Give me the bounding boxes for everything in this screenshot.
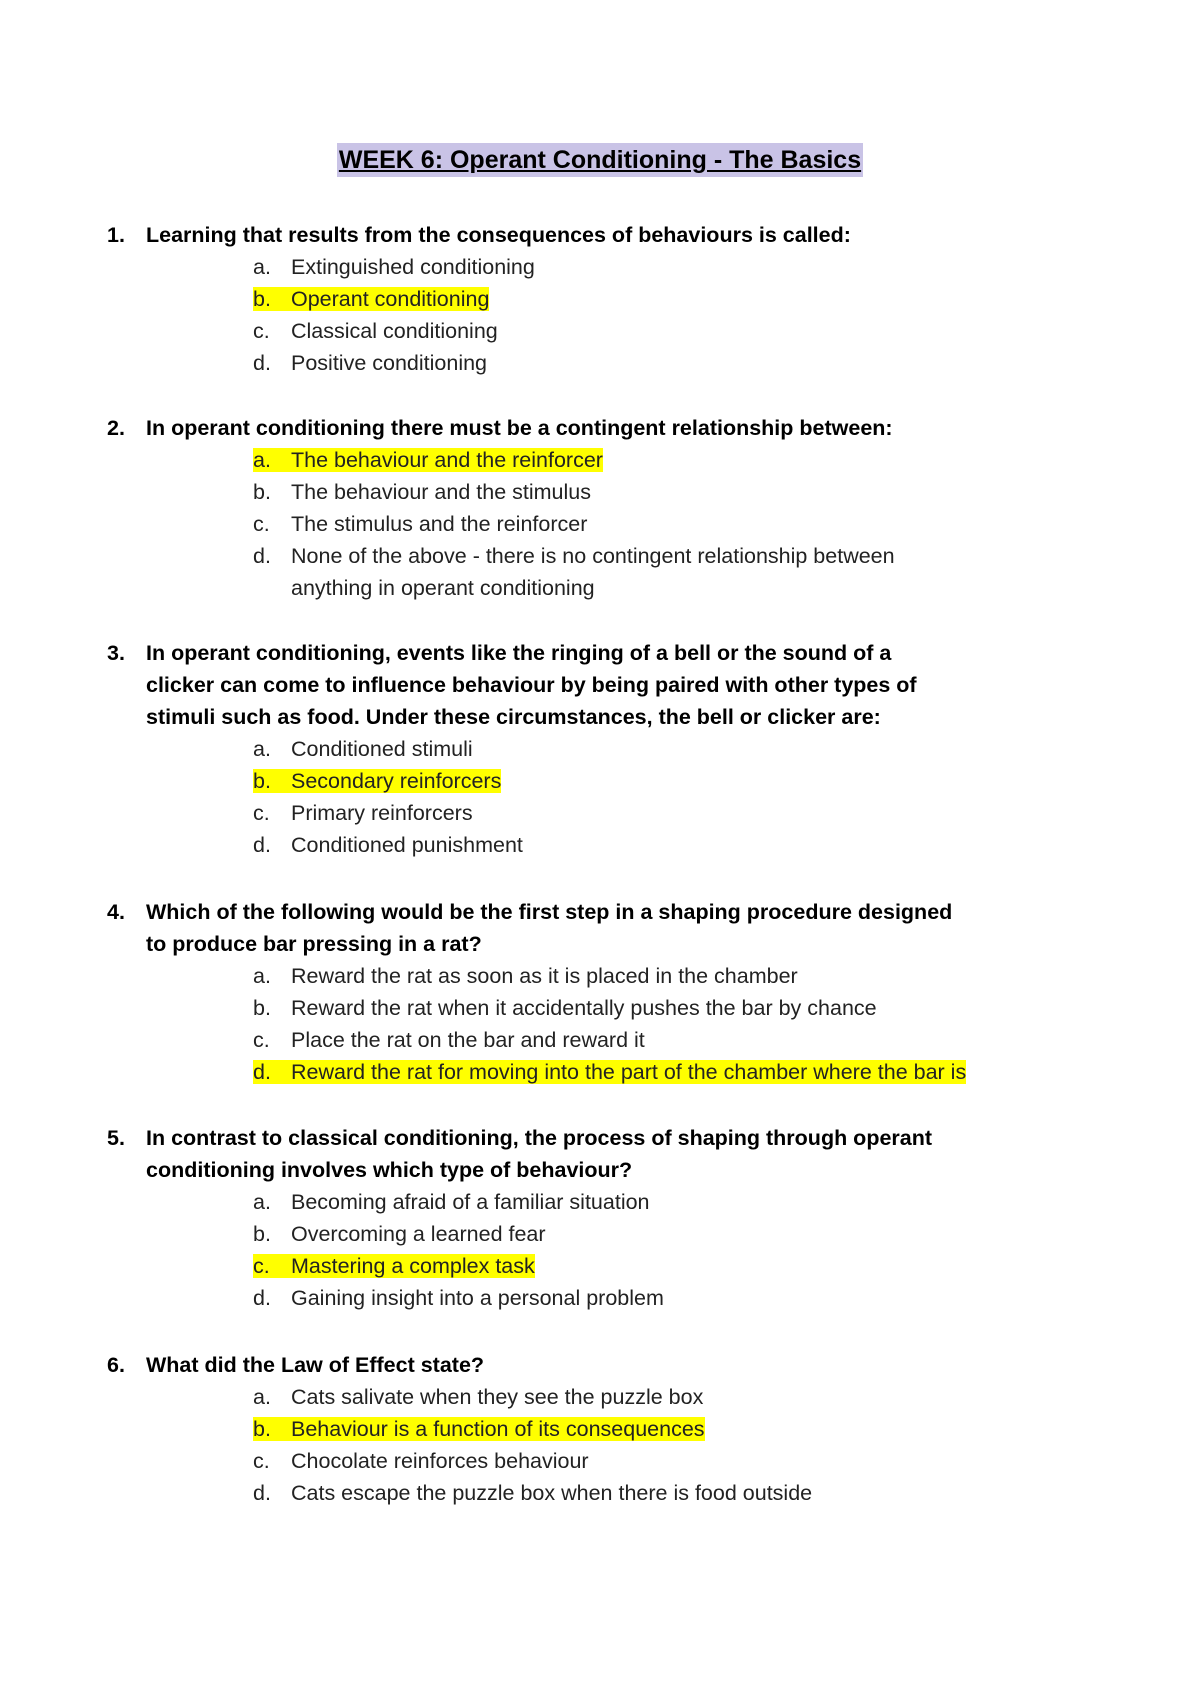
option-letter: d. [253,833,271,857]
answer-option-content [253,315,498,347]
answer-option-content [253,1445,589,1477]
answer-option [0,508,1200,540]
answer-line [253,1286,664,1310]
answer-line [253,737,473,761]
option-letter: a. [253,737,271,761]
answer-line [253,544,895,568]
question-line: clicker can come to influence behaviour by being paired with other types of [146,673,917,697]
option-letter: b. [253,769,271,793]
option-text: Conditioned punishment [291,833,523,857]
option-text: Chocolate reinforces behaviour [291,1449,589,1473]
option-letter: d. [253,1286,271,1310]
option-text: Extinguished conditioning [291,255,535,279]
answer-option [0,315,1200,347]
answer-option-correct [0,1250,1200,1282]
answer-option [0,829,1200,861]
question-line: In contrast to classical conditioning, the process of shaping through operant [146,1126,933,1150]
question-block [0,412,1200,604]
option-text: Classical conditioning [291,319,498,343]
option-text: Mastering a complex task [291,1254,535,1278]
answer-option-correct [0,1413,1200,1445]
answer-option-content [253,733,473,765]
question-block [0,219,1200,379]
question-block [0,896,1200,1088]
answer-option-content [253,540,895,600]
option-letter: b. [253,1222,271,1246]
answer-option [0,960,1200,992]
answer-line [253,833,523,857]
option-text: The behaviour and the reinforcer [291,448,603,472]
question-text [0,896,1066,960]
option-letter: c. [253,512,270,536]
option-text: Reward the rat for moving into the part of the chamber where the bar is [291,1060,967,1084]
answer-line [253,480,591,504]
question-line: Which of the following would be the first step in a shaping procedure designed [146,900,953,924]
answer-option-content [253,1413,705,1445]
answer-option-content [253,1477,812,1509]
answer-option-correct [0,444,1200,476]
answer-option-content [253,251,535,283]
option-text: Secondary reinforcers [291,769,502,793]
question-text [0,1349,1066,1381]
question-number: 2. [107,416,125,440]
page-title: WEEK 6: Operant Conditioning - The Basics [337,143,863,177]
option-letter: c. [253,1254,270,1278]
option-letter: a. [253,964,271,988]
option-letter: a. [253,255,271,279]
answer-line [253,351,487,375]
option-text: Overcoming a learned fear [291,1222,546,1246]
answer-option [0,1445,1200,1477]
option-text: Place the rat on the bar and reward it [291,1028,645,1052]
question-line: In operant conditioning there must be a contingent relationship between: [146,416,893,440]
question-line: In operant conditioning, events like the ringing of a bell or the sound of a [146,641,892,665]
option-text: Cats escape the puzzle box when there is food outside [291,1481,813,1505]
option-letter: b. [253,287,271,311]
answer-option-content [253,797,473,829]
option-text: Primary reinforcers [291,801,473,825]
question-number: 6. [107,1353,125,1377]
answer-line [253,1385,703,1409]
option-text: None of the above - there is no contingent relationship between [291,544,895,568]
question-line: What did the Law of Effect state? [146,1353,485,1377]
answer-option [0,476,1200,508]
question-block [0,1122,1200,1314]
answer-option-correct [0,765,1200,797]
answer-option-content [253,1024,645,1056]
option-text: The stimulus and the reinforcer [291,512,588,536]
option-text: The behaviour and the stimulus [291,480,591,504]
answer-option [0,797,1200,829]
question-number: 4. [107,900,125,924]
option-text: Becoming afraid of a familiar situation [291,1190,650,1214]
option-text: Gaining insight into a personal problem [291,1286,664,1310]
option-letter: d. [253,544,271,568]
answer-option [0,540,1200,604]
option-letter: c. [253,1449,270,1473]
answer-option-content [253,765,501,797]
answer-line [253,1190,650,1214]
option-letter: a. [253,1190,271,1214]
answer-option [0,992,1200,1024]
answer-line [253,996,877,1020]
answer-option-content [253,444,603,476]
answer-option [0,733,1200,765]
option-letter: b. [253,996,271,1020]
option-text: Positive conditioning [291,351,488,375]
answer-line [253,1028,645,1052]
answer-line [253,964,798,988]
option-text: Reward the rat as soon as it is placed in the chamber [291,964,798,988]
answer-line [253,1481,812,1505]
question-number: 1. [107,223,125,247]
answer-option-correct [0,1056,1200,1088]
answer-option [0,1282,1200,1314]
option-text: Cats salivate when they see the puzzle box [291,1385,704,1409]
question-number: 5. [107,1126,125,1150]
answer-option-correct [0,283,1200,315]
option-letter: c. [253,1028,270,1052]
answer-option-content [253,960,798,992]
answer-line [253,512,587,536]
question-text [0,1122,1066,1186]
answer-option-content [253,1056,966,1088]
question-line: Learning that results from the consequences of behaviours is called: [146,223,851,247]
answer-option-content [253,1250,535,1282]
answer-highlight [253,1417,705,1441]
answer-highlight [253,1060,966,1084]
answer-option-content [253,829,523,861]
option-letter: b. [253,1417,271,1441]
option-letter: d. [253,1060,271,1084]
answer-line [253,801,473,825]
option-letter: a. [253,1385,271,1409]
answer-line [253,1222,546,1246]
option-letter: b. [253,480,271,504]
option-letter: c. [253,319,270,343]
question-block [0,1349,1200,1509]
question-block [0,637,1200,861]
answer-highlight [253,769,501,793]
answer-option-content [253,1282,664,1314]
answer-option [0,251,1200,283]
option-text: Operant conditioning [291,287,490,311]
option-text-continued: anything in operant conditioning [291,576,595,600]
answer-option [0,1477,1200,1509]
question-text [0,219,1066,251]
question-line: stimuli such as food. Under these circumstances, the bell or clicker are: [146,705,881,729]
answer-highlight [253,287,489,311]
answer-option [0,1186,1200,1218]
answer-line [253,1449,589,1473]
answer-option [0,1218,1200,1250]
answer-option-content [253,1218,546,1250]
answer-option-content [253,1186,650,1218]
option-text: Reward the rat when it accidentally pushes the bar by chance [291,996,877,1020]
answer-option-content [253,347,487,379]
option-text: Conditioned stimuli [291,737,473,761]
answer-option-content [253,1381,703,1413]
option-letter: d. [253,1481,271,1505]
title-container [0,143,1200,177]
question-line: to produce bar pressing in a rat? [146,932,482,956]
answer-line [253,255,535,279]
option-text: Behaviour is a function of its consequences [291,1417,705,1441]
question-text [0,637,1066,733]
answer-option-content [253,992,877,1024]
option-letter: d. [253,351,271,375]
question-text [0,412,1066,444]
answer-option [0,1024,1200,1056]
answer-option [0,1381,1200,1413]
answer-highlight [253,1254,535,1278]
answer-line [253,319,498,343]
answer-option-content [253,476,591,508]
question-number: 3. [107,641,125,665]
answer-option-content [253,508,587,540]
option-letter: a. [253,448,271,472]
answer-option [0,347,1200,379]
option-letter: c. [253,801,270,825]
answer-option-content [253,283,489,315]
question-line: conditioning involves which type of behaviour? [146,1158,633,1182]
answer-highlight [253,448,603,472]
